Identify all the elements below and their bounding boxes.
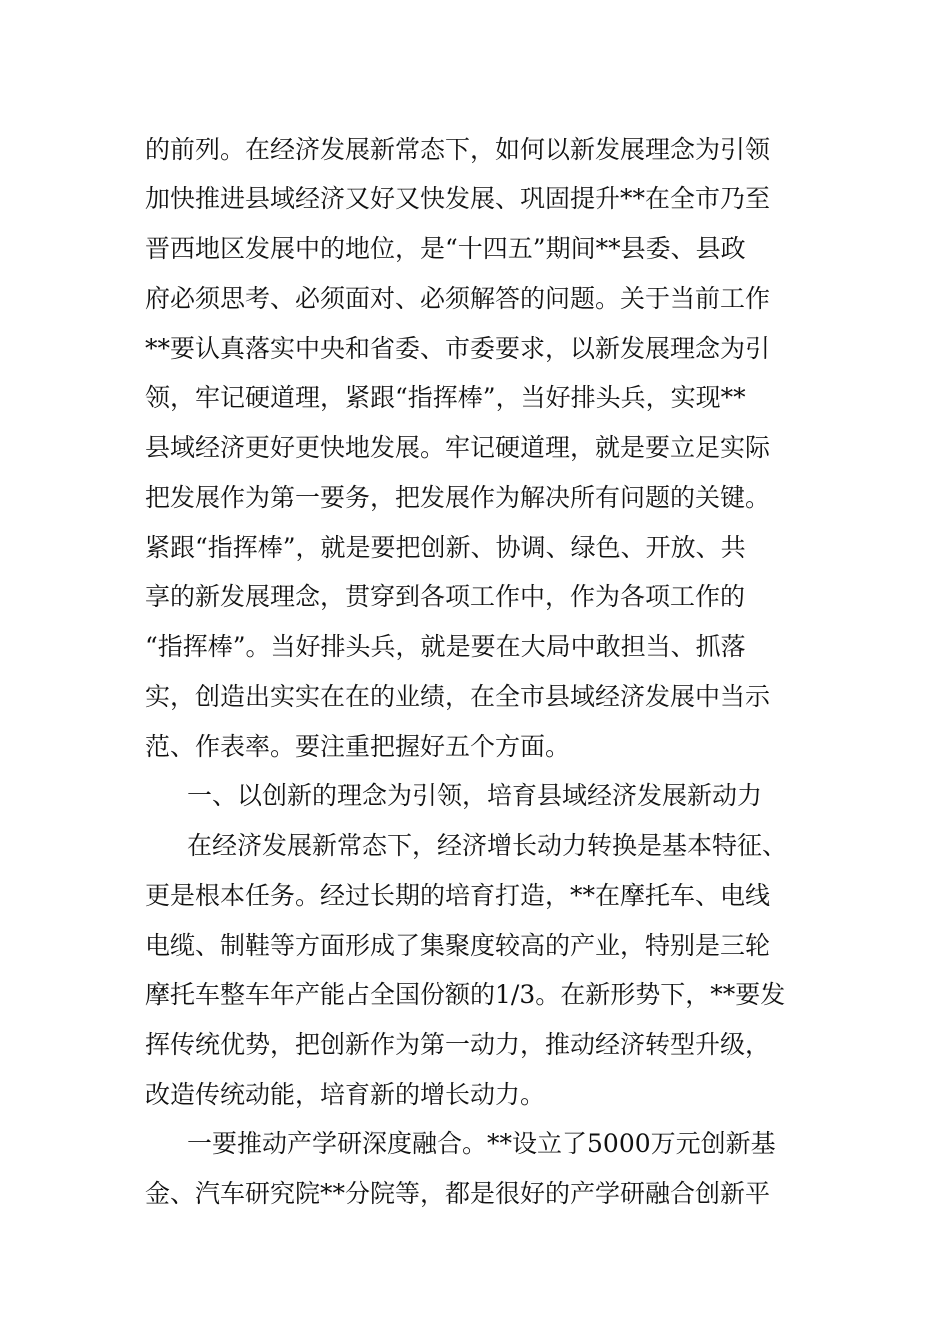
text-line-10: 享的新发展理念，贯穿到各项工作中，作为各项工作的 <box>145 582 746 611</box>
text-line-4: 府必须思考、必须面对、必须解答的问题。关于当前工作 <box>145 284 771 313</box>
text-line-8: 把发展作为第一要务，把发展作为解决所有问题的关键。 <box>145 483 771 512</box>
text-line-21: 一要推动产学研深度融合。**设立了5000万元创新基 <box>187 1129 776 1158</box>
text-line-18: 摩托车整车年产能占全国份额的1/3。在新形势下，**要发 <box>145 980 786 1009</box>
text-line-17: 电缆、制鞋等方面形成了集聚度较高的产业，特别是三轮 <box>145 931 771 960</box>
text-line-22: 金、汽车研究院**分院等，都是很好的产学研融合创新平 <box>145 1179 771 1208</box>
text-line-9: 紧跟“指挥棒”，就是要把创新、协调、绿色、开放、共 <box>145 533 746 562</box>
text-line-3: 晋西地区发展中的地位，是“十四五”期间**县委、县政 <box>145 234 746 263</box>
text-line-16: 更是根本任务。经过长期的培育打造，**在摩托车、电线 <box>145 881 771 910</box>
text-line-15: 在经济发展新常态下，经济增长动力转换是基本特征、 <box>187 831 788 860</box>
text-line-6: 领，牢记硬道理，紧跟“指挥棒”，当好排头兵，实现** <box>145 383 746 412</box>
text-line-13: 范、作表率。要注重把握好五个方面。 <box>145 732 571 761</box>
text-line-5: **要认真落实中央和省委、市委要求，以新发展理念为引 <box>145 334 771 363</box>
section-heading: 一、以创新的理念为引领，培育县域经济发展新动力 <box>187 781 763 810</box>
text-line-7: 县域经济更好更快地发展。牢记硬道理，就是要立足实际 <box>145 433 771 462</box>
text-line-2: 加快推进县域经济又好又快发展、巩固提升**在全市乃至 <box>145 184 771 213</box>
text-line-11: “指挥棒”。当好排头兵，就是要在大局中敢担当、抓落 <box>145 632 746 661</box>
text-line-12: 实，创造出实实在在的业绩，在全市县域经济发展中当示 <box>145 682 771 711</box>
text-line-20: 改造传统动能，培育新的增长动力。 <box>145 1080 546 1109</box>
text-line-1: 的前列。在经济发展新常态下，如何以新发展理念为引领 <box>145 135 771 164</box>
text-line-19: 挥传统优势，把创新作为第一动力，推动经济转型升级， <box>145 1030 771 1059</box>
